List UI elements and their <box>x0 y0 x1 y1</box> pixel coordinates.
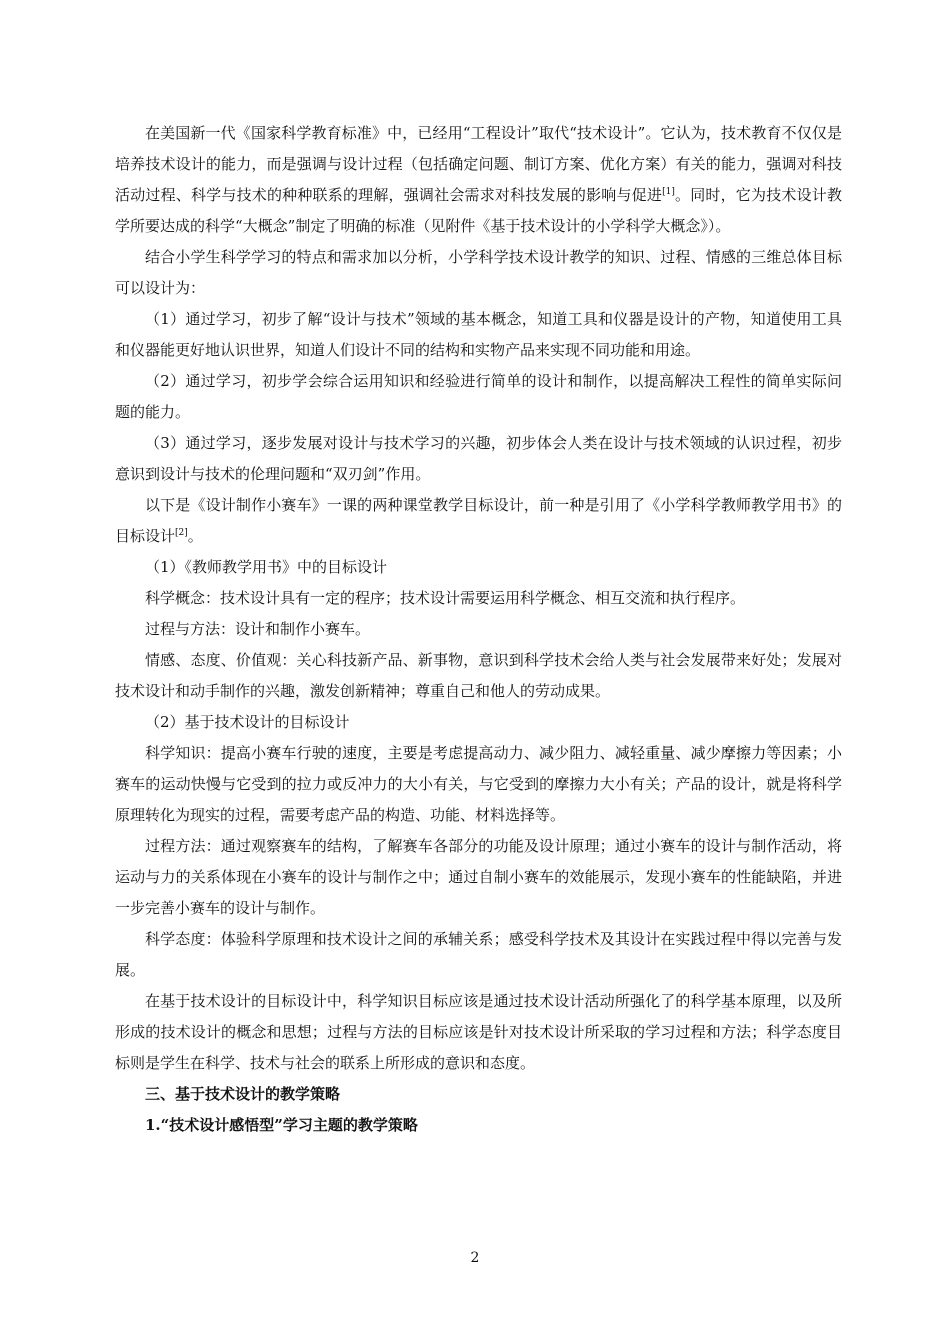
paragraph-text: 。同时，它为技术设计教学所要达成的科学“大概念”制定了明确的标准（见附件《基于技术设计的小学科学大概念》）。 <box>115 186 842 235</box>
document-body <box>115 118 842 1141</box>
paragraph-text: 以下是《设计制作小赛车》一课的两种课堂教学目标设计，前一种是引用了《小学科学教师教学用书》的目标设计 <box>115 496 842 545</box>
citation-ref: [2] <box>175 528 188 538</box>
section-heading: 三、基于技术设计的教学策略 <box>145 1085 341 1103</box>
paragraph-summary: 在基于技术设计的目标设计中，科学知识目标应该是通过技术设计活动所强化了的科学基本原理，以及所形成的技术设计的概念和思想；过程与方法的目标应该是针对技术设计所采取的学习过程和方法；科学态度目标则是学生在科学、技术与社会的联系上所形成的意识和态度。 <box>115 992 842 1072</box>
paragraph-standards <box>115 118 842 242</box>
page-number: 2 <box>470 1250 480 1266</box>
citation-ref: [1] <box>662 187 675 197</box>
paragraph-text: 在美国新一代《国家科学教育标准》中，已经用“工程设计”取代“技术设计”。它认为，技术教育不仅仅是培养技术设计的能力，而是强调与设计过程（包括确定问题、制订方案、优化方案）有关的能力，强调对科技活动过程、科学与技术的种种联系的理解，强调社会需求对科技发展的影响与促进 <box>115 124 842 204</box>
item-science-attitude: 科学态度：体验科学原理和技术设计之间的承辅关系；感受科学技术及其设计在实践过程中得以完善与发展。 <box>115 930 842 979</box>
item-process-approach: 过程方法：通过观察赛车的结构，了解赛车各部分的功能及设计原理；通过小赛车的设计与制作活动，将运动与力的关系体现在小赛车的设计与制作之中；通过自制小赛车的效能展示，发现小赛车的性能缺陷，并进一步完善小赛车的设计与制作。 <box>115 837 842 917</box>
paragraph-lesson-intro <box>115 490 842 552</box>
goal-item-2: （2）通过学习，初步学会综合运用知识和经验进行简单的设计和制作，以提高解决工程性的简单实际问题的能力。 <box>115 372 842 421</box>
paragraph-text: 。 <box>187 527 203 545</box>
subsection-heading: 1.“技术设计感悟型”学习主题的教学策略 <box>145 1116 418 1134</box>
paragraph-goals-intro: 结合小学生科学学习的特点和需求加以分析，小学科学技术设计教学的知识、过程、情感的三维总体目标可以设计为： <box>115 248 842 297</box>
item-emotion-values: 情感、态度、价值观：关心科技新产品、新事物，意识到科学技术会给人类与社会发展带来好处；发展对技术设计和动手制作的兴趣，激发创新精神；尊重自己和他人的劳动成果。 <box>115 651 842 700</box>
item-process-method: 过程与方法：设计和制作小赛车。 <box>145 620 371 638</box>
goal-item-1: （1）通过学习，初步了解“设计与技术”领域的基本概念，知道工具和仪器是设计的产物，知道使用工具和仪器能更好地认识世界，知道人们设计不同的结构和实物产品来实现不同功能和用途。 <box>115 310 842 359</box>
subheading-teacher-book: （1）《教师教学用书》中的目标设计 <box>145 558 388 576</box>
subheading-tech-design: （2）基于技术设计的目标设计 <box>145 713 350 731</box>
goal-item-3: （3）通过学习，逐步发展对设计与技术学习的兴趣，初步体会人类在设计与技术领域的认识过程，初步意识到设计与技术的伦理问题和“双刃剑”作用。 <box>115 434 842 483</box>
item-science-concept: 科学概念：技术设计具有一定的程序；技术设计需要运用科学概念、相互交流和执行程序。 <box>145 589 746 607</box>
item-science-knowledge: 科学知识：提高小赛车行驶的速度，主要是考虑提高动力、减少阻力、减轻重量、减少摩擦力等因素；小赛车的运动快慢与它受到的拉力或反冲力的大小有关，与它受到的摩擦力大小有关；产品的设计，就是将科学原理转化为现实的过程，需要考虑产品的构造、功能、材料选择等。 <box>115 744 842 824</box>
